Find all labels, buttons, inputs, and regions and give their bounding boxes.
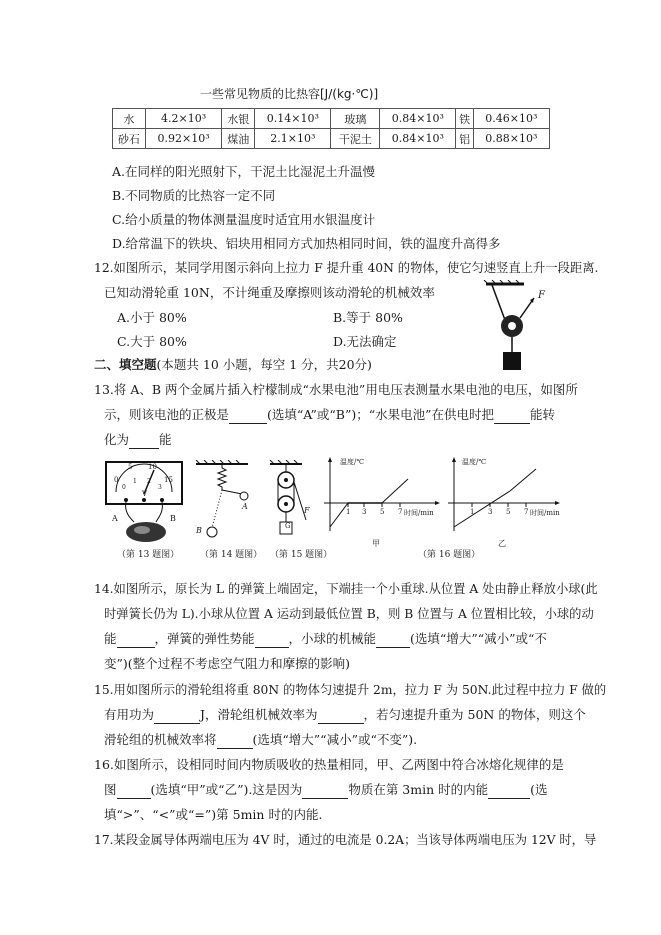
q14-text: ，弹簧的弹性势能 xyxy=(154,631,255,646)
q13-voltmeter-figure xyxy=(104,460,184,545)
answer-blank[interactable] xyxy=(255,633,289,648)
graph-yi-tick: 5 xyxy=(506,508,511,516)
q12-fig-label-f: F xyxy=(538,290,545,301)
pulley-label-f: F xyxy=(304,506,310,515)
q15-line3 xyxy=(104,731,417,749)
meter-tick-10: 10 xyxy=(148,463,157,471)
q16-text: (选填“甲”或“乙”).这是因为 xyxy=(150,782,303,797)
q15-line1: 15.用如图所示的滑轮组将重 80N 的物体匀速提升 2m，拉力 F 为 50N.此过程中拉力 F 做的 xyxy=(94,683,607,697)
graph-yi-label: 乙 xyxy=(498,539,506,548)
answer-blank[interactable] xyxy=(229,409,267,424)
q15-text: ，若匀速提升重为 50N 的物体，则这个 xyxy=(363,707,586,722)
table-cell: 煤油 xyxy=(222,129,255,149)
answer-blank[interactable] xyxy=(117,633,155,648)
q16-text: 图 xyxy=(104,782,117,797)
section-info: (本题共 10 小题，每空 1 分，共20分) xyxy=(156,357,372,372)
q16-line3: 填“>”、“<”或“=”)第 5min 时的内能. xyxy=(104,807,323,822)
answer-blank[interactable] xyxy=(117,784,151,799)
table-cell: 0.46×10³ xyxy=(473,109,549,129)
table-cell: 4.2×10³ xyxy=(146,109,222,129)
table-row xyxy=(113,129,550,149)
q11-option-a: A.在同样的阳光照射下，干泥土比湿泥土升温慢 xyxy=(112,164,376,179)
q16-line2 xyxy=(104,781,548,799)
q12-option-d: D.无法确定 xyxy=(333,334,397,349)
graph-jia-tick: 1 xyxy=(346,508,351,516)
answer-blank[interactable] xyxy=(376,633,410,648)
answer-blank[interactable] xyxy=(488,784,530,799)
q12-option-a: A.小于 80% xyxy=(117,310,187,325)
q15-text: 滑轮组的机械效率将 xyxy=(104,732,217,747)
q14-text: ，小球的机械能 xyxy=(288,631,377,646)
table-cell: 0.84×10³ xyxy=(380,129,456,149)
graph-jia-tick: 7 xyxy=(398,508,403,516)
table-cell: 铝 xyxy=(456,129,473,149)
q16-graph-yi xyxy=(446,455,566,535)
q14-line1: 14.如图所示，原长为 L 的弹簧上端固定，下端挂一个小重球.从位置 A 处由静止释放小球(此 xyxy=(94,582,598,596)
spring-label-b: B xyxy=(196,526,202,535)
graph-jia-tick: 5 xyxy=(380,508,385,516)
table-cell: 水 xyxy=(113,109,146,129)
meter-inner-0: 0 xyxy=(122,484,126,491)
pulley-label-g: G xyxy=(285,522,291,530)
q13-line1: 13.将 A、B 两个金属片插入柠檬制成“水果电池”用电压表测量水果电池的电压，如图所 xyxy=(94,382,578,397)
q13-line2 xyxy=(104,406,555,424)
q16-text: (选 xyxy=(530,782,548,797)
graph-jia-label: 甲 xyxy=(372,539,380,548)
lemon-label-a: A xyxy=(112,514,118,523)
spring-label-a: A xyxy=(242,502,248,511)
section-heading xyxy=(94,356,372,374)
meter-tick-0: 0 xyxy=(114,476,119,484)
q15-text: 有用功为 xyxy=(104,707,155,722)
table-cell: 0.84×10³ xyxy=(380,109,456,129)
table-cell: 铁 xyxy=(456,109,473,129)
lemon-label-b: B xyxy=(170,514,176,523)
meter-inner-2: 2 xyxy=(147,478,151,485)
q13-text: 能 xyxy=(159,432,172,447)
q13-text: 能转 xyxy=(530,407,556,422)
answer-blank[interactable] xyxy=(494,409,530,424)
table-cell: 干泥土 xyxy=(331,129,380,149)
table-cell: 0.14×10³ xyxy=(255,109,331,129)
answer-blank[interactable] xyxy=(129,434,159,449)
graph-yi-xlabel: 时间/min xyxy=(530,509,560,517)
caption-q13: （第 13 题图） xyxy=(117,550,180,560)
q15-pulley-block-figure xyxy=(266,460,316,545)
specific-heat-table xyxy=(112,108,550,149)
meter-tick-15: 15 xyxy=(164,476,173,484)
section-label: 二、填空题 xyxy=(94,357,157,372)
q16-graph-jia xyxy=(322,455,442,535)
q12-line1: 12.如图所示，某同学用图示斜向上拉力 F 提升重 40N 的物体，使它匀速竖直上升一段距离. xyxy=(94,261,599,275)
q12-option-c: C.大于 80% xyxy=(117,334,187,349)
q16-line1: 16.如图所示，设相同时间内物质吸收的热量相同，甲、乙两图中符合冰熔化规律的是 xyxy=(94,757,564,772)
q14-line3 xyxy=(104,630,547,648)
graph-yi-tick: 1 xyxy=(470,508,475,516)
q15-line2 xyxy=(104,706,586,724)
table-cell: 2.1×10³ xyxy=(255,129,331,149)
q12-option-b: B.等于 80% xyxy=(333,310,403,325)
q13-line3 xyxy=(104,431,172,449)
graph-yi-ylabel: 温度/℃ xyxy=(462,458,487,466)
table-cell: 0.92×10³ xyxy=(146,129,222,149)
table-cell: 0.88×10³ xyxy=(473,129,549,149)
q17-line1: 17.某段金属导体两端电压为 4V 时，通过的电流是 0.2A；当该导体两端电压为 12V 时，导 xyxy=(94,833,597,847)
answer-blank[interactable] xyxy=(318,709,364,724)
q13-text: (选填“A”或“B”)；“水果电池”在供电时把 xyxy=(267,407,494,422)
answer-blank[interactable] xyxy=(217,734,253,749)
q14-text: (选填“增大”“减小”或“不 xyxy=(410,631,547,646)
q15-text: (选填“增大”“减小”或“不变”). xyxy=(252,732,418,747)
graph-jia-xlabel: 时间/min xyxy=(404,509,434,517)
q11-option-b: B.不同物质的比热容一定不同 xyxy=(112,188,276,203)
table-row xyxy=(113,109,550,129)
q14-line2: 时弹簧长仍为 L).小球从位置 A 运动到最低位置 B，则 B 位置与 A 位置相比较，小球的动 xyxy=(104,607,594,621)
meter-unit: V xyxy=(142,490,148,498)
q11-option-c: C.给小质量的物体测量温度时适宜用水银温度计 xyxy=(112,212,376,227)
q11-option-d: D.给常温下的铁块、铝块用相同方式加热相同时间，铁的温度升高得多 xyxy=(112,236,501,251)
q14-line4: 变”)(整个过程不考虑空气阻力和摩擦的影响) xyxy=(104,656,351,671)
answer-blank[interactable] xyxy=(302,784,348,799)
q15-text: J，滑轮组机械效率为 xyxy=(200,707,318,722)
q16-text: 物质在第 3min 时的内能 xyxy=(348,782,489,797)
answer-blank[interactable] xyxy=(154,709,200,724)
meter-inner-1: 1 xyxy=(133,478,137,485)
meter-inner-3: 3 xyxy=(158,484,162,491)
caption-q16: （第 16 题图） xyxy=(418,550,481,560)
caption-q14: （第 14 题图） xyxy=(200,550,263,560)
table-cell: 砂石 xyxy=(113,129,146,149)
graph-yi-tick: 3 xyxy=(488,508,493,516)
q14-text: 能 xyxy=(104,631,117,646)
table-cell: 水银 xyxy=(222,109,255,129)
graph-yi-tick: 7 xyxy=(524,508,529,516)
q13-text: 化为 xyxy=(104,432,130,447)
graph-jia-tick: 3 xyxy=(362,508,367,516)
q12-line2: 已知动滑轮重 10N，不计绳重及摩擦则该动滑轮的机械效率 xyxy=(104,285,435,300)
q13-text: 示，则该电池的正极是 xyxy=(104,407,230,422)
meter-tick-5: 5 xyxy=(128,463,133,471)
table-title: 一些常见物质的比热容[J/(kg·℃)] xyxy=(200,87,379,101)
table-cell: 玻璃 xyxy=(331,109,380,129)
graph-jia-ylabel: 温度/℃ xyxy=(340,458,365,466)
caption-q15: （第 15 题图） xyxy=(270,550,333,560)
